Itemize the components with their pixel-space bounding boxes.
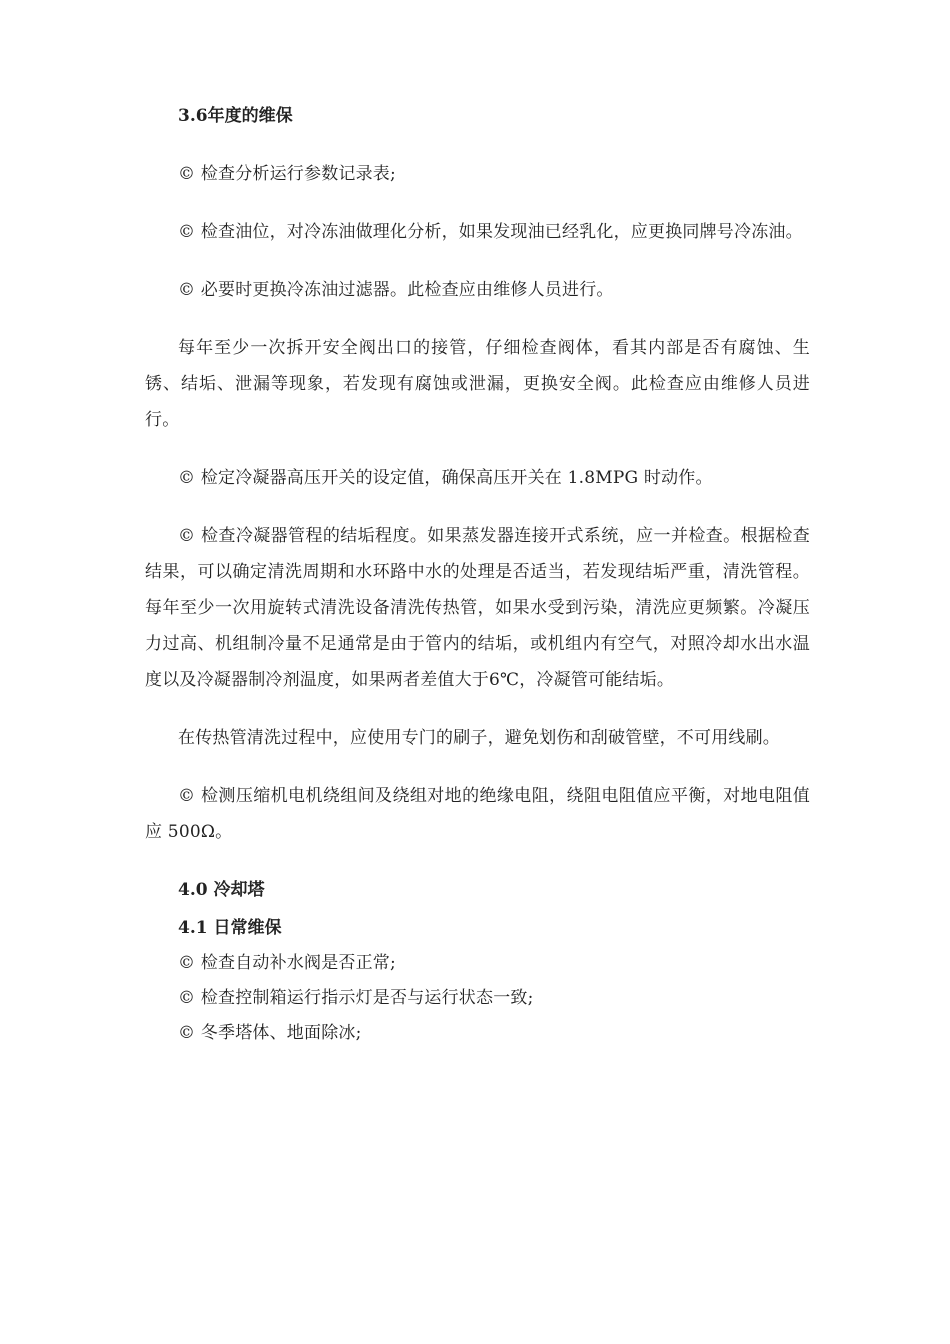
list-item-auto-refill-valve: © 检查自动补水阀是否正常; <box>178 953 396 973</box>
document-content <box>145 98 810 1051</box>
paragraph-safety-valve-inspection: 每年至少一次拆开安全阀出口的接管，仔细检查阀体，看其内部是否有腐蚀、生锈、结垢、泄漏等现象，若发现有腐蚀或泄漏，更换安全阀。此检查应由维修人员进行。 <box>145 338 810 430</box>
paragraph-replace-oil-filter: © 必要时更换冷冻油过滤器。此检查应由维修人员进行。 <box>178 280 614 300</box>
paragraph-check-oil-level: © 检查油位，对冷冻油做理化分析，如果发现油已经乳化，应更换同牌号冷冻油。 <box>178 222 803 242</box>
paragraph-tube-cleaning-brush: 在传热管清洗过程中，应使用专门的刷子，避免划伤和刮破管壁，不可用线刷。 <box>178 728 780 748</box>
paragraph-condenser-fouling: © 检查冷凝器管程的结垢程度。如果蒸发器连接开式系统，应一并检查。根据检查结果，可以确定清洗周期和水环路中水的处理是否适当，若发现结垢严重，清洗管程。每年至少一次用旋转式清洗设备清洗传热管，如果水受到污染，清洗应更频繁。冷凝压力过高、机组制冷量不足通常是由于管内的结垢，或机组内有空气，对照冷却水出水温度以及冷凝器制冷剂温度，如果两者差值大于6℃，冷凝管可能结垢。 <box>145 526 810 690</box>
section-heading-3-6: 3.6年度的维保 <box>178 106 293 126</box>
paragraph-check-operating-records: © 检查分析运行参数记录表; <box>178 164 396 184</box>
section-heading-4-0: 4.0 冷却塔 <box>178 880 265 900</box>
paragraph-insulation-resistance: © 检测压缩机电机绕组间及绕组对地的绝缘电阻，绕阻电阻值应平衡，对地电阻值应 500Ω。 <box>145 786 810 842</box>
list-item-winter-deicing: © 冬季塔体、地面除冰; <box>178 1023 362 1043</box>
list-item-control-box-indicator: © 检查控制箱运行指示灯是否与运行状态一致; <box>178 988 534 1008</box>
paragraph-high-pressure-switch: © 检定冷凝器高压开关的设定值，确保高压开关在 1.8MPG 时动作。 <box>178 468 713 488</box>
section-heading-4-1: 4.1 日常维保 <box>178 918 282 938</box>
